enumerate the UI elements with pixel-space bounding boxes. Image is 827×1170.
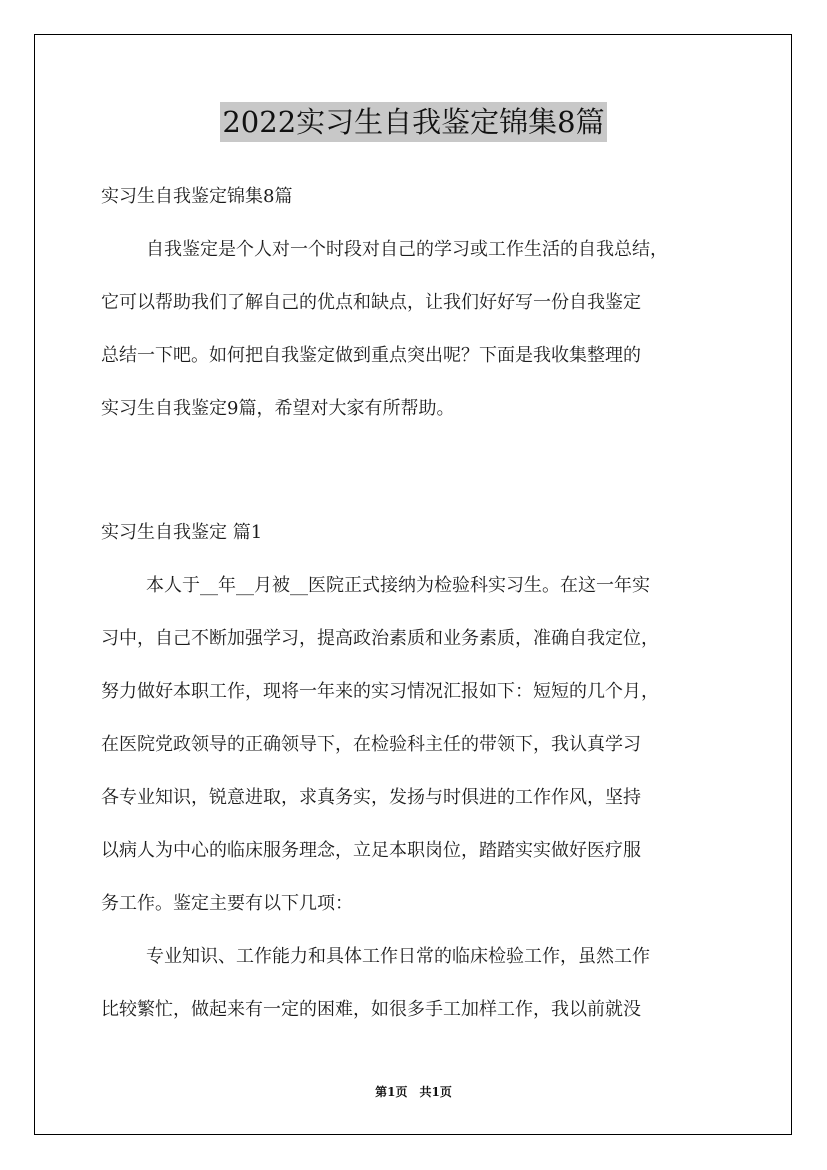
blank-gap (101, 488, 746, 506)
text-line: 实习生自我鉴定9篇，希望对大家有所帮助。 (101, 398, 455, 419)
section-heading: 实习生自我鉴定 篇1 (101, 522, 263, 543)
document-title: 2022实习生自我鉴定锦集8篇 (220, 102, 606, 142)
text-line: 它可以帮助我们了解自己的优点和缺点，让我们好好写一份自我鉴定 (101, 292, 641, 313)
text-line: 本人于__年__月被__医院正式接纳为检验科实习生。在这一年实 (146, 575, 650, 596)
text-line: 务工作。鉴定主要有以下几项： (101, 893, 353, 914)
text-line: 努力做好本职工作，现将一年来的实习情况汇报如下：短短的几个月， (101, 681, 659, 702)
intro-paragraph (101, 223, 746, 435)
document-body (101, 170, 746, 1036)
document-subtitle: 实习生自我鉴定锦集8篇 (101, 186, 293, 207)
section-paragraph-1 (101, 559, 746, 930)
text-line: 专业知识、工作能力和具体工作日常的临床检验工作，虽然工作 (146, 946, 650, 967)
page-number: 第1页 (375, 1085, 408, 1099)
text-line: 比较繁忙，做起来有一定的困难，如很多手工加样工作，我以前就没 (101, 999, 641, 1020)
page-footer (0, 1084, 827, 1100)
text-line: 习中，自己不断加强学习，提高政治素质和业务素质，准确自我定位， (101, 628, 659, 649)
text-line: 在医院党政领导的正确领导下，在检验科主任的带领下，我认真学习 (101, 734, 641, 755)
text-line: 总结一下吧。如何把自我鉴定做到重点突出呢？下面是我收集整理的 (101, 345, 641, 366)
section-paragraph-2 (101, 930, 746, 1036)
text-line: 各专业知识，锐意进取，求真务实，发扬与时俱进的工作作风，坚持 (101, 787, 641, 808)
text-line: 自我鉴定是个人对一个时段对自己的学习或工作生活的自我总结， (146, 239, 668, 260)
page-total: 共1页 (419, 1085, 452, 1099)
blank-line (101, 435, 746, 488)
text-line: 以病人为中心的临床服务理念，立足本职岗位，踏踏实实做好医疗服 (101, 840, 641, 861)
title-container (0, 102, 827, 142)
